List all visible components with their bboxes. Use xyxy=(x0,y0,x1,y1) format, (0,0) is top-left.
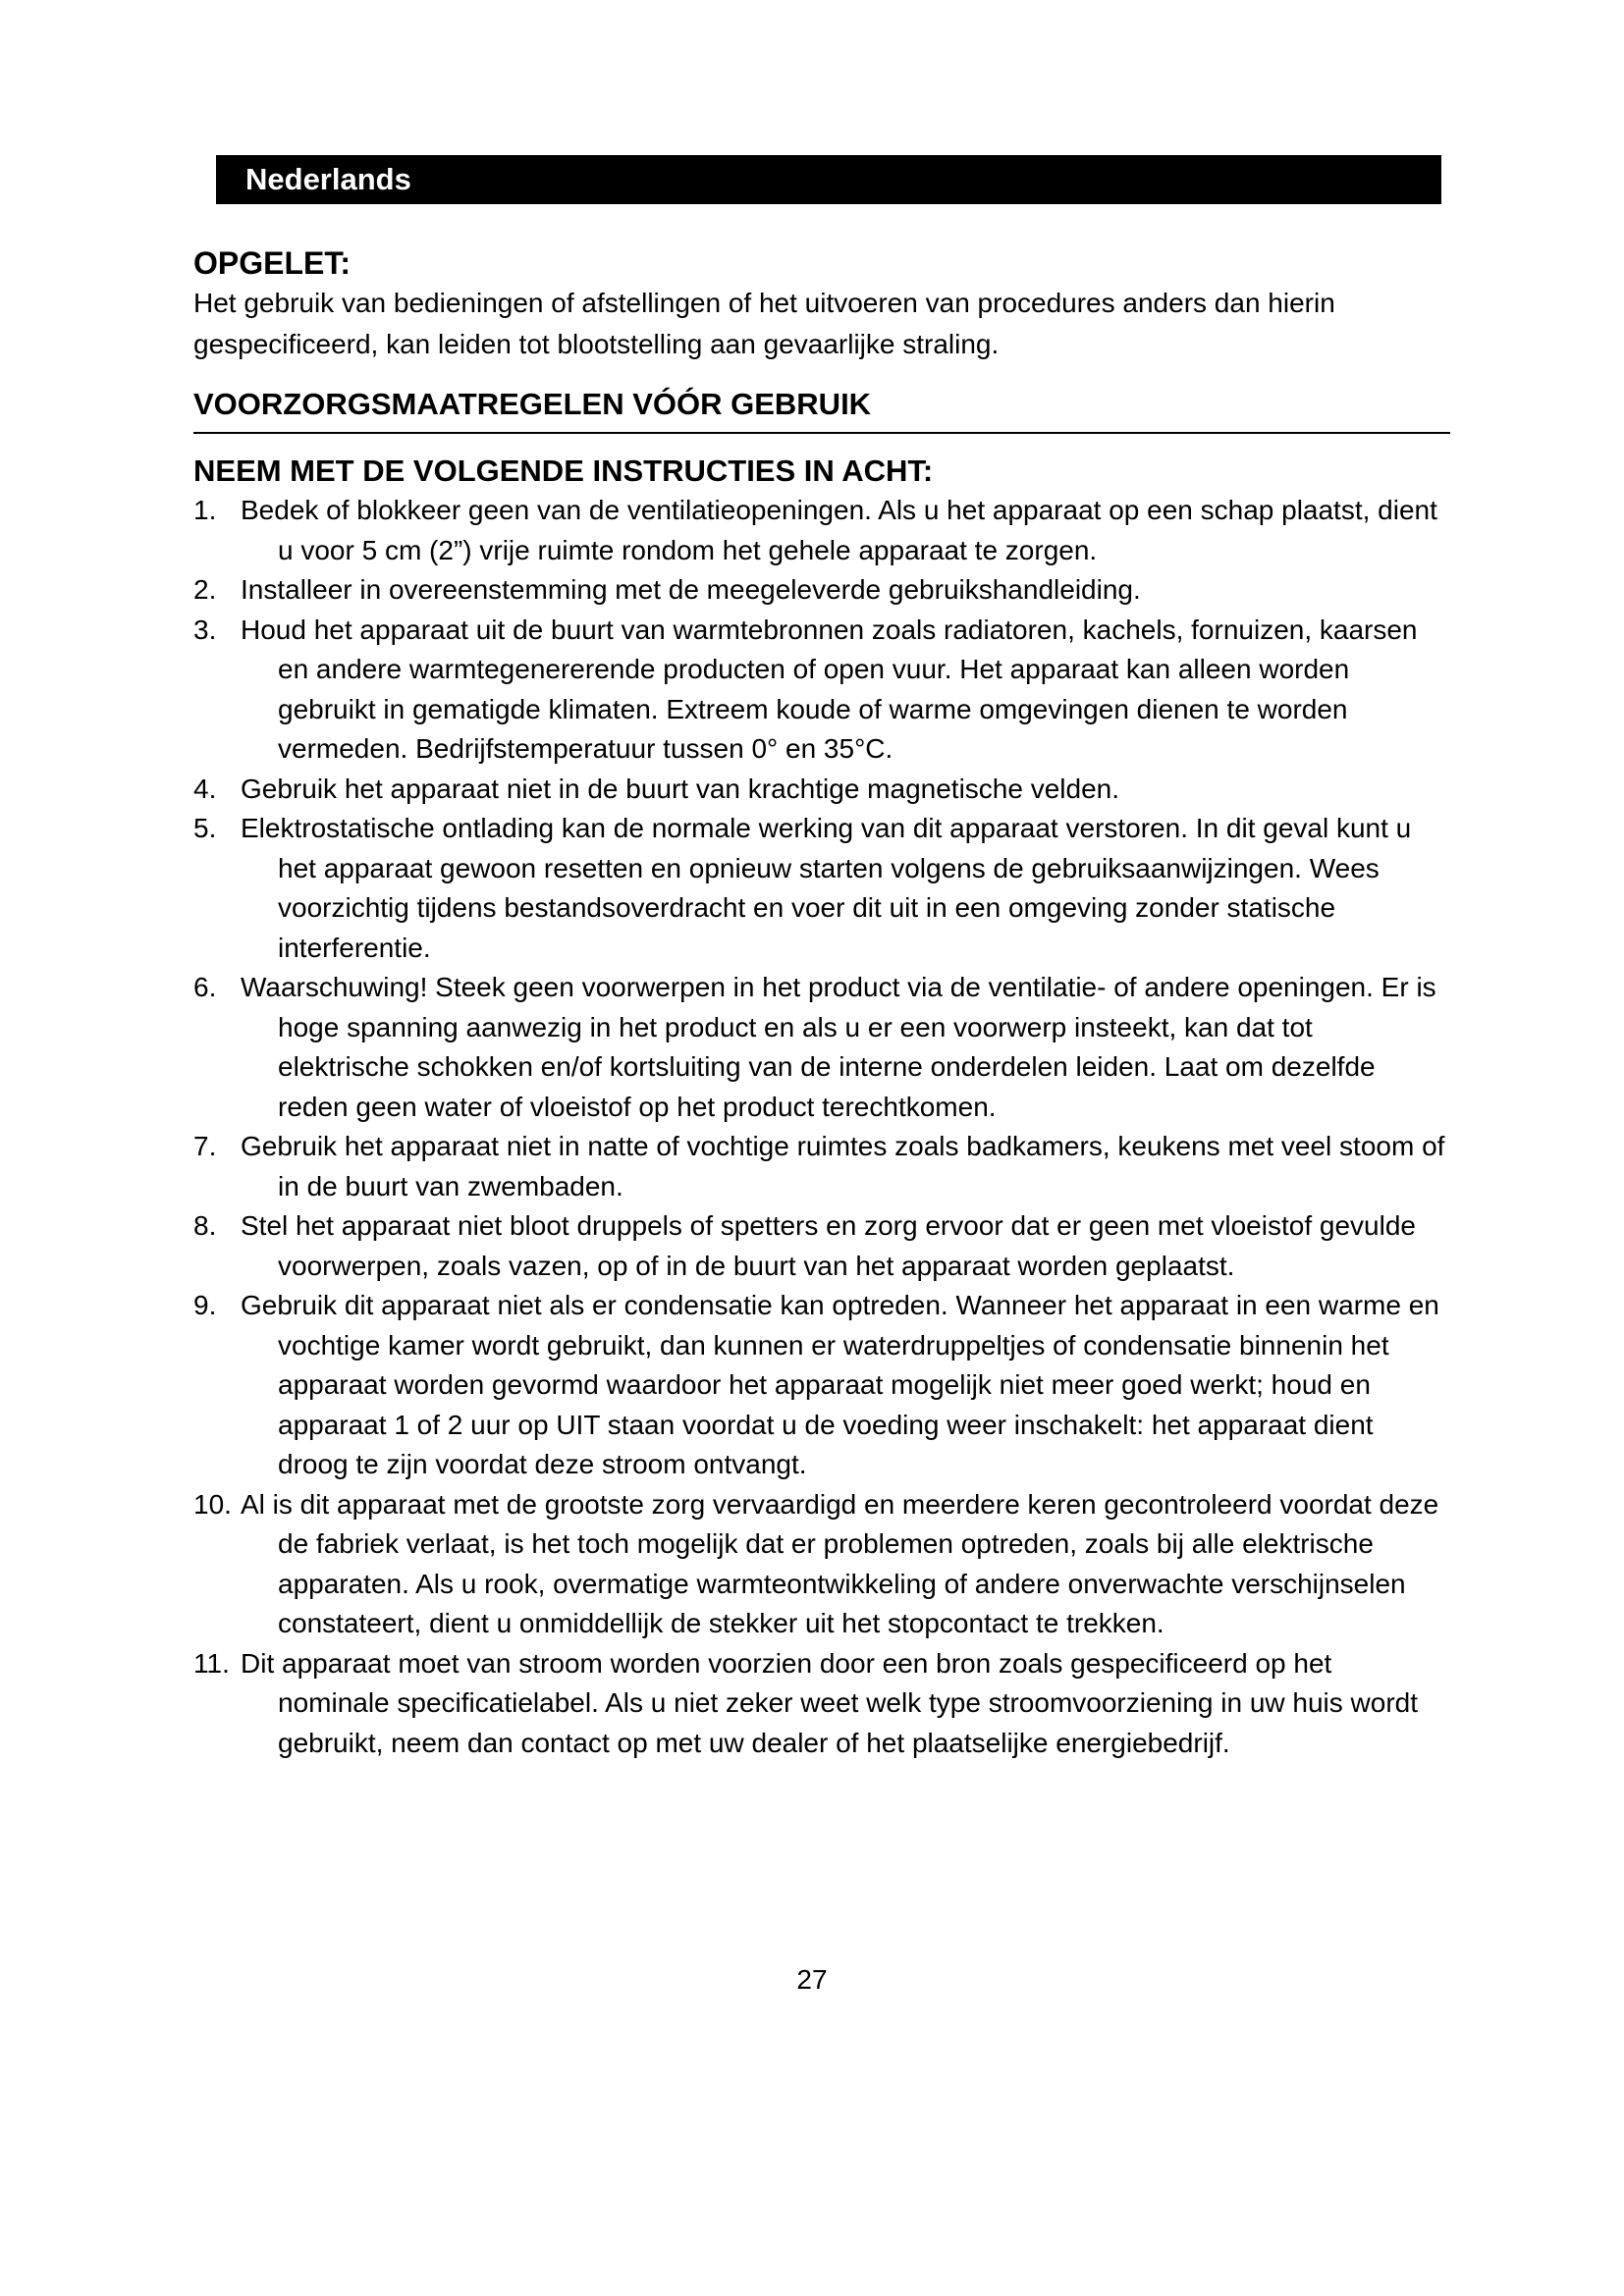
list-item-number: 5. xyxy=(193,813,217,843)
list-item-text: Gebruik dit apparaat niet als er condensatie kan optreden. Wanneer het apparaat in een warme en vochtige kamer wordt gebruikt, dan kunnen er waterdruppeltjes of condensatie binnenin het apparaat worden gevormd waardoor het apparaat mogelijk niet meer goed werkt; houd en apparaat 1 of 2 uur op UIT staan voordat u de voeding weer inschakelt: het apparaat dient droog te zijn voordat deze stroom ontvangt. xyxy=(241,1290,1439,1479)
list-item-text: Waarschuwing! Steek geen voorwerpen in het product via de ventilatie- of andere openingen. Er is hoge spanning aanwezig in het product en als u er een voorwerp insteekt, kan dat tot elektrische schokken en/of kortsluiting van de interne onderdelen leiden. Laat om dezelfde reden geen water of vloeistof op het product terechtkomen. xyxy=(241,972,1436,1122)
list-item-number: 4. xyxy=(193,773,217,804)
list-item xyxy=(193,968,1450,1127)
list-item xyxy=(193,1485,1450,1644)
list-item-text: Installeer in overeenstemming met de meegeleverde gebruikshandleiding. xyxy=(241,574,1141,605)
list-item-text: Dit apparaat moet van stroom worden voorzien door een bron zoals gespecificeerd op het nominale specificatielabel. Als u niet zeker weet welk type stroomvoorziening in uw huis wordt gebruikt, neem dan contact op met uw dealer of het plaatselijke energiebedrijf. xyxy=(241,1647,1419,1758)
list-item-text: Bedek of blokkeer geen van de ventilatieopeningen. Als u het apparaat op een schap plaatst, dient u voor 5 cm (2”) vrije ruimte rondom het gehele apparaat te zorgen. xyxy=(241,495,1437,565)
list-item-text: Houd het apparaat uit de buurt van warmtebronnen zoals radiatoren, kachels, fornuizen, kaarsen en andere warmtegenererende producten of open vuur. Het apparaat kan alleen worden gebruikt in gematigde klimaten. Extreem koude of warme omgevingen dienen te worden vermeden. Bedrijfstemperatuur tussen 0° en 35°C. xyxy=(241,614,1418,764)
list-item-text: Elektrostatische ontlading kan de normale werking van dit apparaat verstoren. In dit geval kunt u het apparaat gewoon resetten en opnieuw starten volgens de gebruiksaanwijzingen. Wees voorzichtig tijdens bestandsoverdracht en voer dit uit in een omgeving zonder statische interferentie. xyxy=(241,813,1412,963)
language-banner xyxy=(216,155,1441,204)
list-item-number: 1. xyxy=(193,495,217,525)
instructions-list xyxy=(193,491,1450,1763)
list-item xyxy=(193,1127,1450,1206)
list-item-text: Stel het apparaat niet bloot druppels of spetters en zorg ervoor dat er geen met vloeistof gevulde voorwerpen, zoals vazen, op of in de buurt van het apparaat worden geplaatst. xyxy=(241,1210,1416,1281)
list-item xyxy=(193,770,1450,810)
list-item-number: 9. xyxy=(193,1290,217,1320)
list-item-number: 10. xyxy=(193,1488,232,1520)
list-item xyxy=(193,1644,1450,1764)
list-item-text: Gebruik het apparaat niet in de buurt van krachtige magnetische velden. xyxy=(241,773,1120,804)
list-item-number: 11. xyxy=(193,1647,230,1679)
page-number: 27 xyxy=(796,1964,828,1995)
caution-body: Het gebruik van bedieningen of afstellingen of het uitvoeren van procedures anders dan hierin gespecificeerd, kan leiden tot blootstelling aan gevaarlijke straling. xyxy=(193,288,1335,359)
instructions-title: NEEM MET DE VOLGENDE INSTRUCTIES IN ACHT: xyxy=(193,454,934,488)
list-item-number: 8. xyxy=(193,1210,217,1241)
list-item xyxy=(193,570,1450,611)
list-item-number: 6. xyxy=(193,972,217,1002)
caution-title: OPGELET: xyxy=(193,245,352,281)
list-item xyxy=(193,809,1450,968)
precautions-title: VOORZORGSMAATREGELEN VÓÓR GEBRUIK xyxy=(193,385,1450,434)
list-item xyxy=(193,491,1450,570)
list-item-number: 7. xyxy=(193,1131,217,1161)
list-item-number: 2. xyxy=(193,574,217,605)
page-content xyxy=(193,243,1450,1763)
list-item-number: 3. xyxy=(193,614,217,645)
list-item xyxy=(193,611,1450,770)
list-item-text: Al is dit apparaat met de grootste zorg vervaardigd en meerdere keren gecontroleerd voordat deze de fabriek verlaat, is het toch mogelijk dat er problemen optreden, zoals bij alle elektrische apparaten. Als u rook, overmatige warmteontwikkeling of andere onverwachte verschijnselen constateert, dient u onmiddellijk de stekker uit het stopcontact te trekken. xyxy=(241,1488,1439,1638)
language-banner-label: Nederlands xyxy=(245,162,411,196)
list-item-text: Gebruik het apparaat niet in natte of vochtige ruimtes zoals badkamers, keukens met veel stoom of in de buurt van zwembaden. xyxy=(241,1131,1445,1201)
list-item xyxy=(193,1206,1450,1286)
list-item xyxy=(193,1286,1450,1485)
